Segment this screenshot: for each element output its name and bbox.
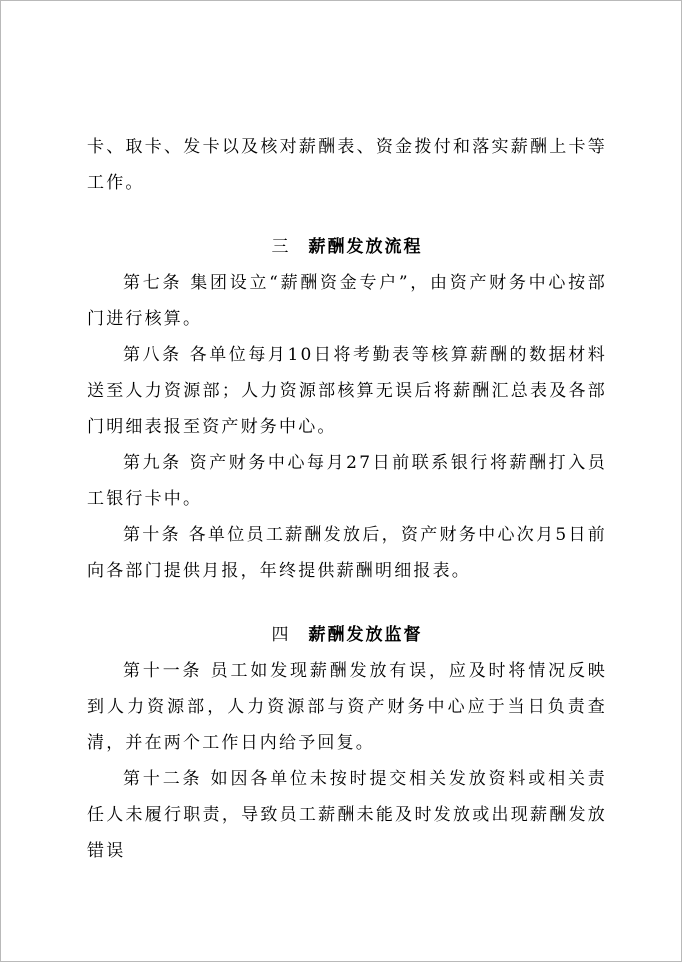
article-8: 第八条 各单位每月10日将考勤表等核算薪酬的数据材料送至人力资源部；人力资源部核算无误后将薪酬汇总表及各部门明细表报至资产财务中心。 [87, 345, 607, 437]
document-body [87, 129, 607, 869]
section-heading-4 [87, 617, 607, 653]
section-number: 四 [271, 625, 291, 645]
article-10: 第十条 各单位员工薪酬发放后，资产财务中心次月5日前向各部门提供月报，年终提供薪酬明细报表。 [87, 525, 607, 581]
article-12: 第十二条 如因各单位未按时提交相关发放资料或相关责任人未履行职责，导致员工薪酬未能及时发放或出现薪酬发放错误 [87, 769, 607, 861]
continued-paragraph: 卡、取卡、发卡以及核对薪酬表、资金拨付和落实薪酬上卡等工作。 [87, 137, 607, 193]
article-9: 第九条 资产财务中心每月27日前联系银行将薪酬打入员工银行卡中。 [87, 453, 607, 509]
section-title: 薪酬发放流程 [308, 237, 423, 257]
article-7: 第七条 集团设立“薪酬资金专户”，由资产财务中心按部门进行核算。 [87, 273, 607, 329]
article-11: 第十一条 员工如发现薪酬发放有误，应及时将情况反映到人力资源部，人力资源部与资产财务中心应于当日负责查清，并在两个工作日内给予回复。 [87, 661, 607, 753]
section-number: 三 [271, 237, 291, 257]
section-heading-3 [87, 229, 607, 265]
section-title: 薪酬发放监督 [308, 625, 423, 645]
